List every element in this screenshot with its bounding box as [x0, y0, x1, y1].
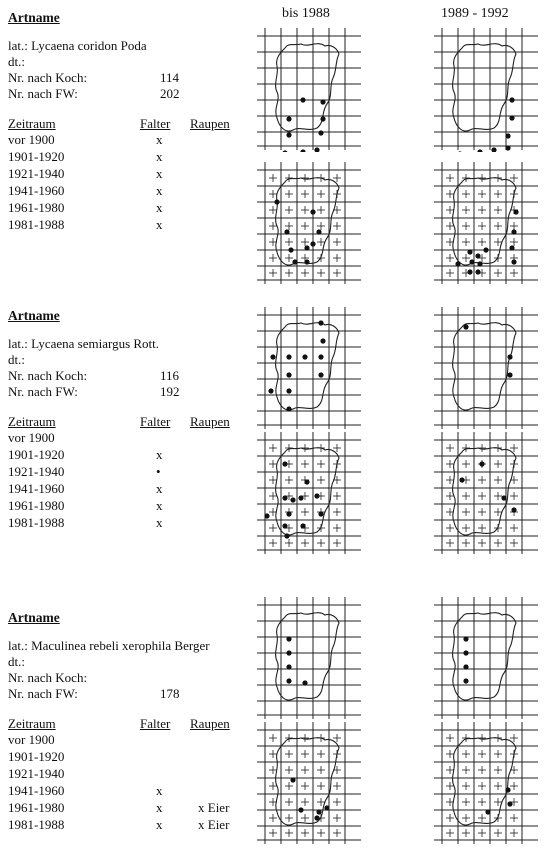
- row-raupen: x Eier: [198, 800, 230, 815]
- row-falter: x: [156, 447, 163, 462]
- species-block-1: [8, 10, 248, 234]
- row-period: 1941-1960: [8, 481, 65, 496]
- row-period: 1961-1980: [8, 800, 65, 815]
- distribution-map: [255, 305, 363, 431]
- koch-label: Nr. nach Koch:: [8, 368, 88, 383]
- map-drawing: [255, 720, 363, 846]
- row-period: 1921-1940: [8, 464, 65, 479]
- row-falter: x: [156, 200, 163, 215]
- table-row: [8, 800, 248, 817]
- table-row: [8, 149, 248, 166]
- table-row: [8, 200, 248, 217]
- fw-value: 202: [160, 86, 180, 101]
- header-falter: Falter: [140, 116, 171, 131]
- map-drawing: [432, 430, 540, 556]
- row-falter: x: [156, 132, 163, 147]
- map-drawing: [432, 305, 540, 431]
- row-falter: x: [156, 183, 163, 198]
- row-period: 1901-1920: [8, 749, 65, 764]
- table-row: [8, 498, 248, 515]
- row-period: vor 1900: [8, 430, 55, 445]
- header-period: Zeitraum: [8, 414, 56, 429]
- row-period: 1981-1988: [8, 817, 65, 832]
- koch-label: Nr. nach Koch:: [8, 70, 88, 85]
- fw-number-row: [8, 686, 248, 702]
- row-falter: x: [156, 515, 163, 530]
- koch-number-row: [8, 368, 248, 384]
- species-block-2: [8, 308, 248, 532]
- header-falter: Falter: [140, 414, 171, 429]
- table-header: [8, 414, 248, 430]
- row-period: 1981-1988: [8, 515, 65, 530]
- german-name: dt.:: [8, 54, 25, 69]
- distribution-map: [255, 720, 363, 846]
- row-falter: x: [156, 217, 163, 232]
- row-period: 1961-1980: [8, 498, 65, 513]
- column-header-right: 1989 - 1992: [441, 6, 509, 21]
- table-row: [8, 464, 248, 481]
- distribution-map: [432, 305, 540, 431]
- table-row: [8, 430, 248, 447]
- fw-label: Nr. nach FW:: [8, 384, 78, 399]
- fw-label: Nr. nach FW:: [8, 86, 78, 101]
- row-period: 1901-1920: [8, 447, 65, 462]
- distribution-map: [432, 595, 540, 721]
- map-drawing: [432, 160, 540, 286]
- header-period: Zeitraum: [8, 716, 56, 731]
- table-row: [8, 132, 248, 149]
- row-period: 1981-1988: [8, 217, 65, 232]
- koch-value: 114: [160, 70, 180, 85]
- table-row: [8, 732, 248, 749]
- map-drawing: [255, 595, 363, 721]
- table-header: [8, 116, 248, 132]
- row-period: 1901-1920: [8, 149, 65, 164]
- distribution-map: [255, 595, 363, 721]
- header-period: Zeitraum: [8, 116, 56, 131]
- map-drawing: [432, 720, 540, 846]
- row-falter: x: [156, 783, 163, 798]
- table-row: [8, 447, 248, 464]
- row-falter: x: [156, 498, 163, 513]
- koch-number-row: [8, 670, 248, 686]
- species-title: Artname: [8, 308, 60, 323]
- map-drawing: [255, 160, 363, 286]
- koch-number-row: [8, 70, 248, 86]
- row-period: 1921-1940: [8, 166, 65, 181]
- table-row: [8, 817, 248, 834]
- table-row: [8, 766, 248, 783]
- fw-value: 178: [160, 686, 180, 701]
- koch-value: 116: [160, 368, 180, 383]
- row-falter: x: [156, 166, 163, 181]
- german-name: dt.:: [8, 654, 25, 669]
- table-row: [8, 481, 248, 498]
- map-drawing: [255, 305, 363, 431]
- map-drawing: [432, 26, 540, 152]
- latin-name: lat.: Maculinea rebeli xerophila Berger: [8, 638, 210, 653]
- fw-number-row: [8, 86, 248, 102]
- row-falter: x: [156, 481, 163, 496]
- german-name: dt.:: [8, 352, 25, 367]
- row-period: 1941-1960: [8, 183, 65, 198]
- distribution-map: [432, 160, 540, 286]
- header-falter: Falter: [140, 716, 171, 731]
- table-row: [8, 183, 248, 200]
- map-drawing: [255, 26, 363, 152]
- header-raupen: Raupen: [190, 716, 230, 731]
- fw-label: Nr. nach FW:: [8, 686, 78, 701]
- table-row: [8, 515, 248, 532]
- table-row: [8, 217, 248, 234]
- fw-value: 192: [160, 384, 180, 399]
- column-header-left: bis 1988: [282, 6, 330, 21]
- latin-name: lat.: Lycaena coridon Poda: [8, 38, 147, 53]
- distribution-map: [255, 26, 363, 152]
- row-raupen: x Eier: [198, 817, 230, 832]
- row-period: vor 1900: [8, 132, 55, 147]
- distribution-map: [255, 430, 363, 556]
- map-drawing: [255, 430, 363, 556]
- header-raupen: Raupen: [190, 116, 230, 131]
- latin-name: lat.: Lycaena semiargus Rott.: [8, 336, 160, 351]
- table-row: [8, 749, 248, 766]
- species-block-3: [8, 610, 248, 834]
- row-period: 1921-1940: [8, 766, 65, 781]
- fw-number-row: [8, 384, 248, 400]
- row-falter: x: [156, 149, 163, 164]
- distribution-map: [432, 720, 540, 846]
- distribution-map: [432, 430, 540, 556]
- row-falter: •: [156, 464, 161, 479]
- distribution-map: [432, 26, 540, 152]
- row-period: 1941-1960: [8, 783, 65, 798]
- species-title: Artname: [8, 10, 60, 25]
- koch-label: Nr. nach Koch:: [8, 670, 88, 685]
- row-falter: x: [156, 817, 163, 832]
- row-falter: x: [156, 800, 163, 815]
- row-period: vor 1900: [8, 732, 55, 747]
- table-row: [8, 783, 248, 800]
- header-raupen: Raupen: [190, 414, 230, 429]
- table-row: [8, 166, 248, 183]
- table-header: [8, 716, 248, 732]
- distribution-map: [255, 160, 363, 286]
- row-period: 1961-1980: [8, 200, 65, 215]
- species-title: Artname: [8, 610, 60, 625]
- map-drawing: [432, 595, 540, 721]
